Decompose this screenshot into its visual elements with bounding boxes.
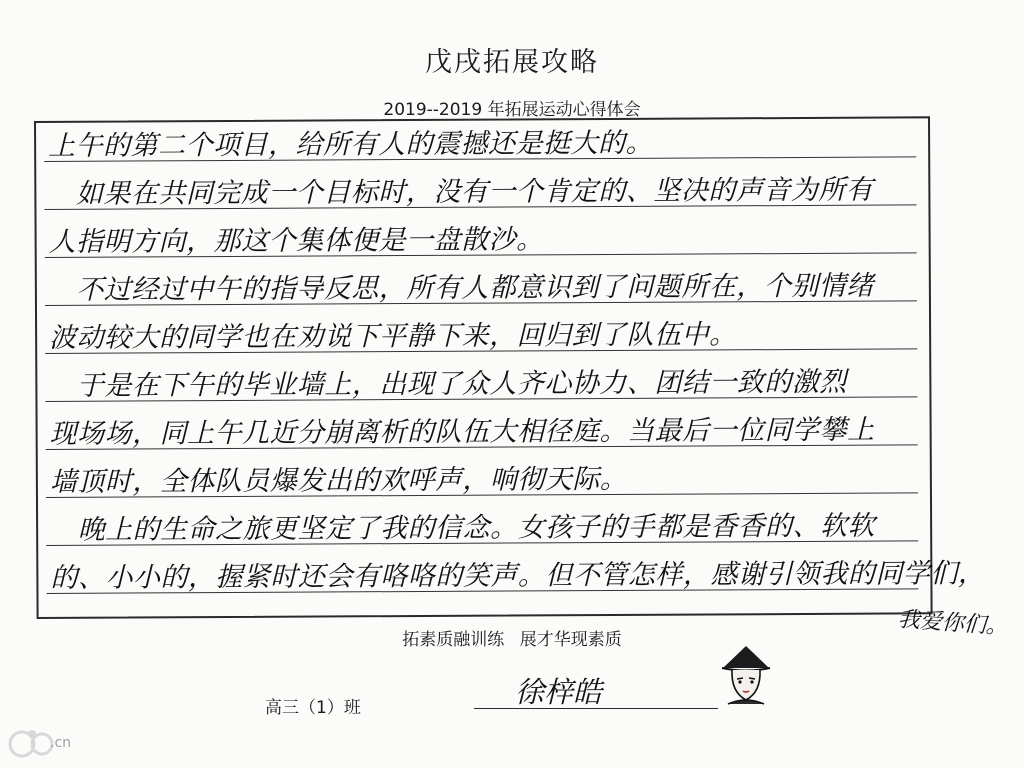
watermark-text: .cn xyxy=(50,735,72,751)
essay-line: 不过经过中午的指导反思，所有人都意识到了问题所在，个别情绪 xyxy=(48,270,874,306)
page-subtitle: 2019--2019 年拓展运动心得体会 xyxy=(383,100,641,120)
essay-line: 墙顶时，全体队员爆发出的欢呼声，响彻天际。 xyxy=(49,463,628,498)
hat-figure-doodle-icon xyxy=(720,642,772,706)
essay-line: 的、小小的，握紧时还会有咯咯的笑声。但不管怎样，感谢引领我的同学们， xyxy=(50,558,986,594)
essay-line: 上午的第二个项目，给所有人的震撼还是挺大的。 xyxy=(48,127,654,162)
essay-closing: 我爱你们。 xyxy=(897,607,1009,640)
essay-line: 如果在共同完成一个目标时，没有一个肯定的、坚决的声音为所有 xyxy=(48,174,874,210)
essay-line: 人指明方向，那这个集体便是一盘散沙。 xyxy=(48,224,544,258)
essay-line: 现场场，同上午几近分崩离析的队伍大相径庭。当最后一位同学攀上 xyxy=(49,414,875,450)
class-label: 高三（1）班 xyxy=(265,698,361,718)
footer-motto: 拓素质融训练 展才华现素质 xyxy=(402,630,622,650)
ruled-essay-box xyxy=(34,116,986,619)
page-title: 戊戌拓展攻略 xyxy=(425,47,599,78)
essay-line: 于是在下午的毕业墙上，出现了众人齐心协力、团结一致的激烈 xyxy=(49,366,847,402)
signature: 徐梓皓 xyxy=(515,675,603,709)
essay-line: 波动较大的同学也在劝说下平静下来，回归到了队伍中。 xyxy=(49,319,737,354)
essay-line: 晚上的生命之旅更坚定了我的信念。女孩子的手都是香香的、软软 xyxy=(50,510,876,546)
